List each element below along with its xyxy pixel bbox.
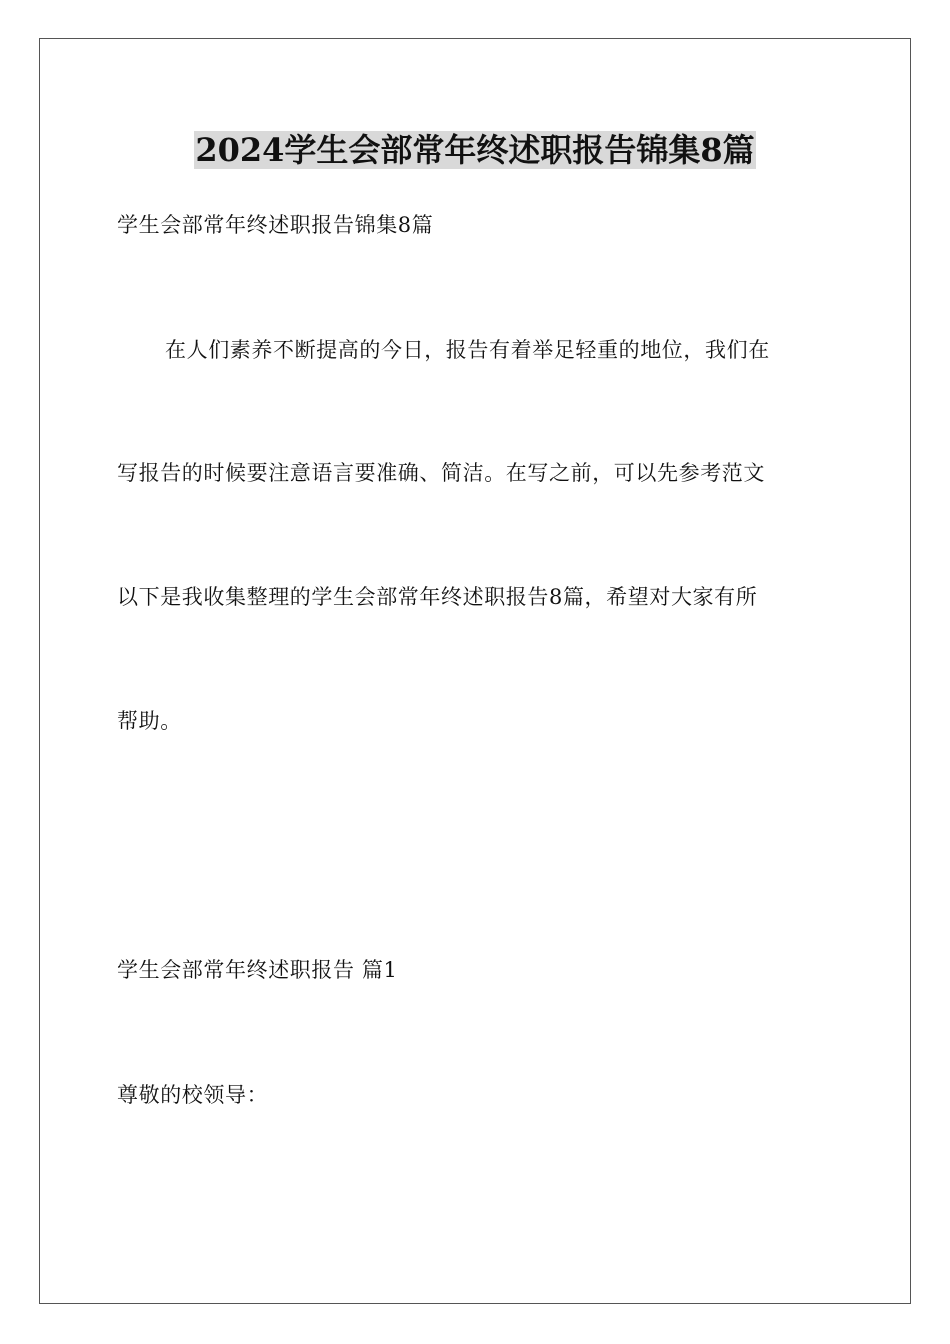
document-title [0, 128, 950, 172]
document-subtitle: 学生会部常年终述职报告锦集8篇 [117, 213, 434, 237]
intro-line-4: 帮助。 [117, 709, 182, 733]
section-heading: 学生会部常年终述职报告 篇1 [117, 958, 398, 982]
intro-line-1: 在人们素养不断提高的今日，报告有着举足轻重的地位，我们在 [165, 338, 770, 362]
document-title-text: 2024学生会部常年终述职报告锦集8篇 [195, 131, 755, 169]
intro-line-3: 以下是我收集整理的学生会部常年终述职报告8篇，希望对大家有所 [117, 585, 758, 609]
intro-line-2: 写报告的时候要注意语言要准确、简洁。在写之前，可以先参考范文 [117, 461, 765, 485]
salutation: 尊敬的校领导： [117, 1083, 269, 1107]
